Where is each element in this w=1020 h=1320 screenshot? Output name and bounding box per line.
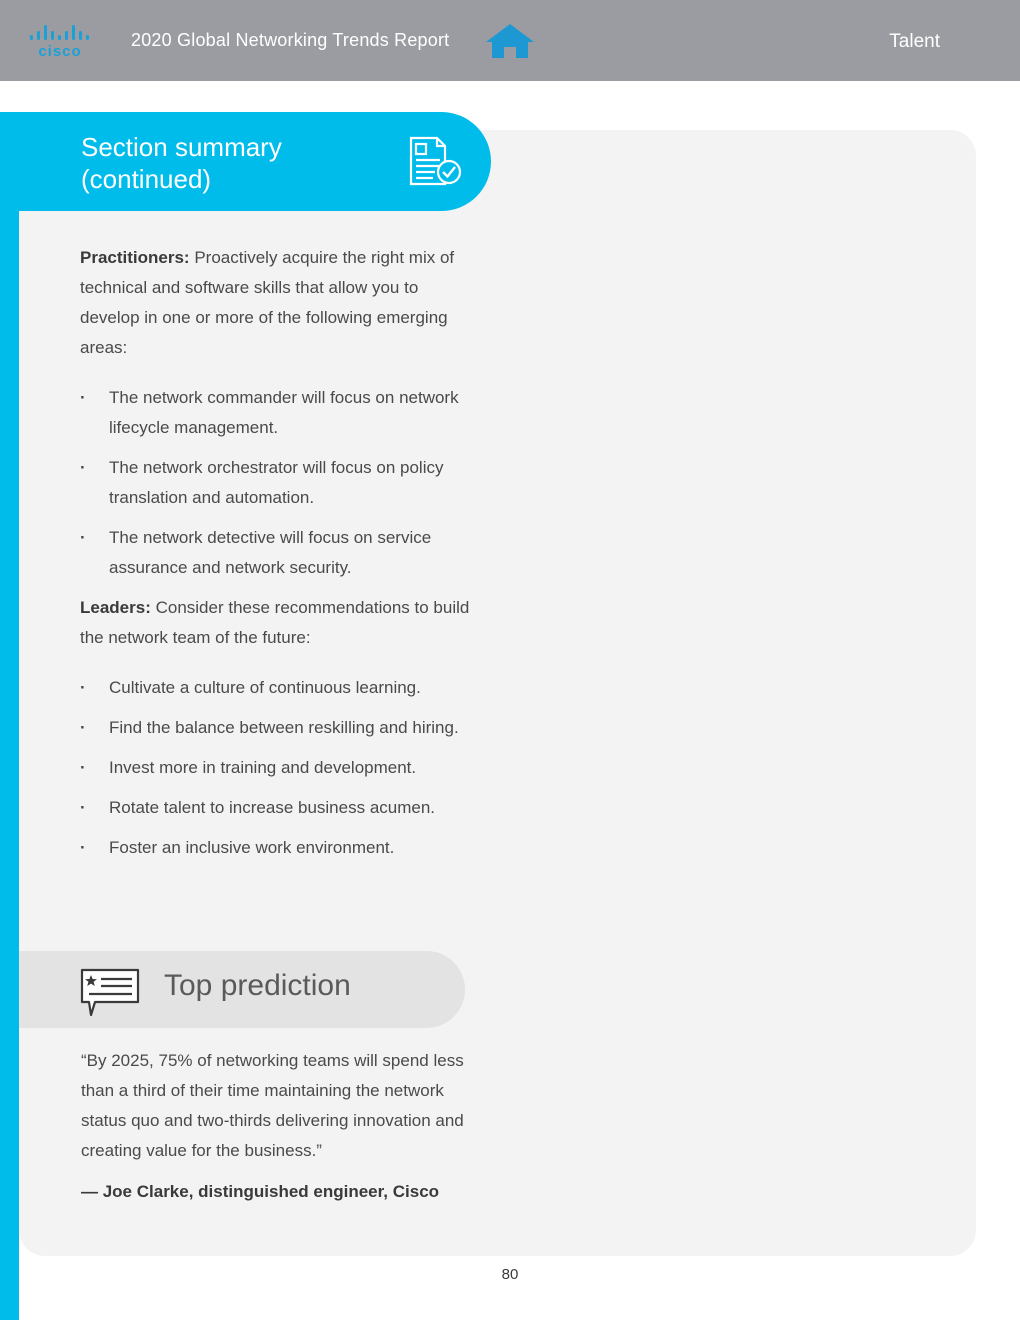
leader-list — [80, 673, 480, 863]
page-header — [0, 0, 1020, 81]
list-item: · Foster an inclusive work environment. — [80, 833, 480, 863]
report-title: 2020 Global Networking Trends Report — [131, 30, 450, 50]
practitioner-list — [80, 383, 480, 583]
list-item: · Rotate talent to increase business acumen. — [80, 793, 480, 823]
left-accent-bar — [0, 112, 19, 1320]
prediction-attribution: — Joe Clarke, distinguished engineer, Cisco — [81, 1182, 440, 1201]
home-icon[interactable] — [484, 22, 536, 60]
leaders-label: Leaders: — [80, 598, 151, 617]
leaders-paragraph — [80, 593, 480, 653]
cisco-logo[interactable] — [28, 22, 98, 60]
list-item: · Find the balance between reskilling and hiring. — [80, 713, 480, 743]
list-item: · The network detective will focus on service assurance and network security. — [80, 523, 480, 583]
prediction-quote: “By 2025, 75% of networking teams will spend less than a third of their time maintaining the network status quo and two-thirds delivering innovation and creating value for the business.” — [81, 1051, 464, 1160]
practitioners-label: Practitioners: — [80, 248, 190, 267]
top-prediction-title: Top prediction — [164, 969, 351, 1002]
section-tag[interactable]: Talent — [889, 31, 940, 52]
section-summary-title: Section summary (continued) — [81, 132, 282, 194]
practitioners-text: Proactively acquire the right mix of technical and software skills that allow you to develop in one or more of the following emerging areas: — [80, 248, 455, 357]
summary-content — [80, 243, 480, 873]
page-number: 80 — [501, 1266, 519, 1283]
list-item: · The network commander will focus on network lifecycle management. — [80, 383, 480, 443]
list-item: · The network orchestrator will focus on policy translation and automation. — [80, 453, 480, 513]
logo-text: cisco — [38, 43, 82, 60]
list-item: · Invest more in training and development. — [80, 753, 480, 783]
speech-bubble-star-icon — [79, 967, 141, 1019]
document-check-icon — [407, 136, 463, 188]
list-item: · Cultivate a culture of continuous learning. — [80, 673, 480, 703]
practitioners-paragraph — [80, 243, 480, 363]
leaders-text: Consider these recommendations to build the network team of the future: — [80, 598, 470, 647]
